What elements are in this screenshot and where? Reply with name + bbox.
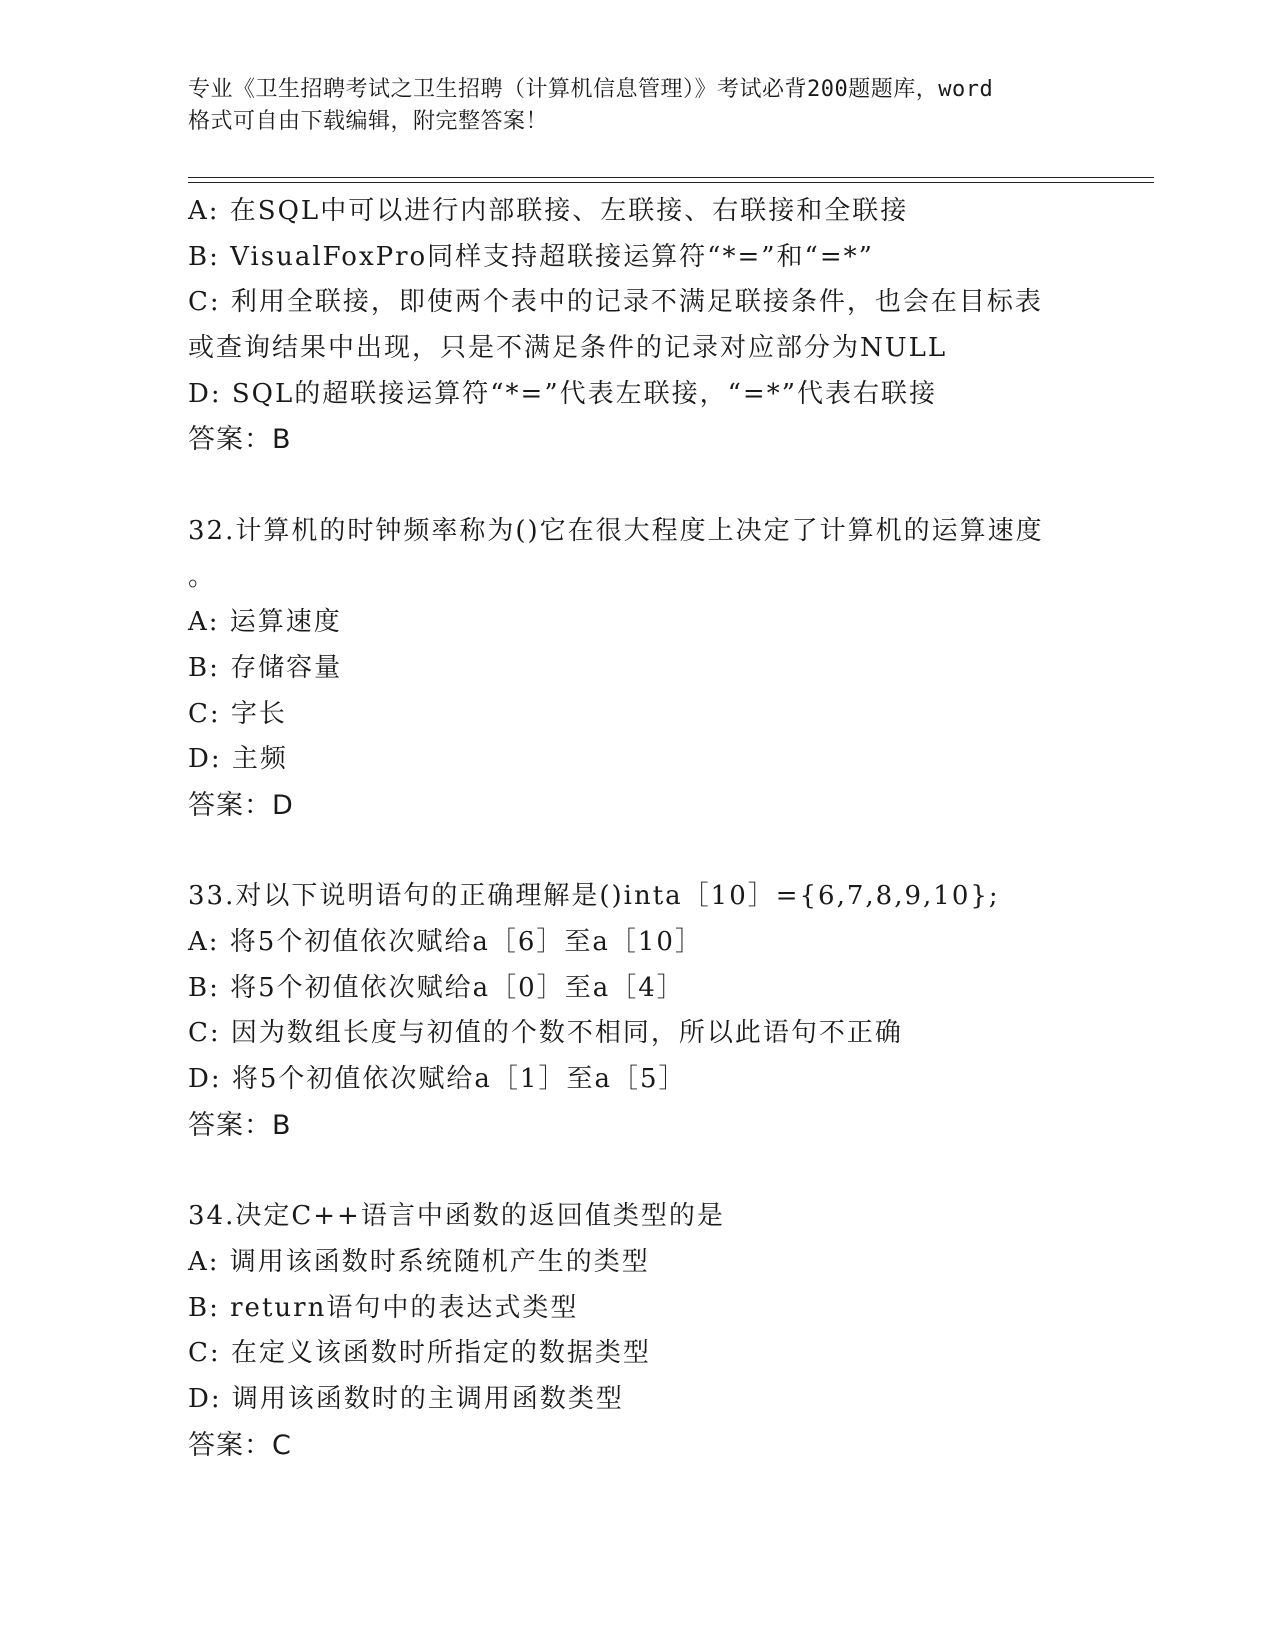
q34-stem: 34.决定C++语言中函数的返回值类型的是: [188, 1201, 725, 1232]
q33-stem: 33.对以下说明语句的正确理解是()inta［10］={6,7,8,9,10};: [188, 881, 1000, 912]
q32-option-a: A: 运算速度: [188, 607, 342, 638]
spacer: [188, 1148, 1088, 1194]
header-divider-bottom: [188, 182, 1154, 183]
q31-option-c-line-2: 或查询结果中出现，只是不满足条件的记录对应部分为NULL: [188, 333, 948, 364]
q33-option-a: A: 将5个初值依次赋给a［6］至a［10］: [188, 927, 703, 957]
q31-option-c-line-1: C: 利用全联接，即使两个表中的记录不满足联接条件，也会在目标表: [188, 287, 1043, 318]
q33-option-c: C: 因为数组长度与初值的个数不相同，所以此语句不正确: [188, 1018, 903, 1049]
question-31-block: [188, 189, 1088, 463]
question-list: [188, 189, 1088, 1468]
spacer: [188, 829, 1088, 875]
header-divider-top: [188, 177, 1154, 178]
q34-option-a: A: 调用该函数时系统随机产生的类型: [188, 1246, 650, 1277]
q32-option-b: B: 存储容量: [188, 652, 343, 683]
q33-option-b: B: 将5个初值依次赋给a［0］至a［4］: [188, 972, 685, 1003]
header-title-line-2: 格式可自由下载编辑，附完整答案！: [188, 109, 549, 134]
q31-option-b: B: VisualFoxPro同样支持超联接运算符“*=”和“=*”: [188, 241, 874, 272]
q33-option-d: D: 将5个初值依次赋给a［1］至a［5］: [188, 1064, 687, 1095]
q32-option-d: D: 主频: [188, 744, 288, 775]
q32-stem-line-1: 32.计算机的时钟频率称为()它在很大程度上决定了计算机的运算速度: [188, 515, 1044, 546]
q34-option-d: D: 调用该函数时的主调用函数类型: [188, 1383, 624, 1414]
q31-option-d: D: SQL的超联接运算符“*=”代表左联接，“=*”代表右联接: [188, 378, 938, 409]
q34-option-c: C: 在定义该函数时所指定的数据类型: [188, 1338, 651, 1369]
q33-answer: 答案：B: [188, 1109, 292, 1141]
question-32-block: [188, 509, 1088, 829]
spacer: [188, 463, 1088, 509]
q31-option-a: A: 在SQL中可以进行内部联接、左联接、右联接和全联接: [188, 196, 909, 226]
question-34-block: [188, 1194, 1088, 1468]
header-title-line-1: 专业《卫生招聘考试之卫生招聘（计算机信息管理）》考试必背200题题库，word: [188, 77, 994, 102]
q34-option-b: B: return语句中的表达式类型: [188, 1292, 579, 1323]
q31-answer: 答案：B: [188, 424, 292, 456]
q32-answer: 答案：D: [188, 789, 294, 821]
document-header: [188, 74, 1088, 138]
q32-stem-line-2: 。: [188, 561, 217, 592]
question-33-block: [188, 874, 1088, 1148]
q32-option-c: C: 字长: [188, 698, 287, 729]
q34-answer: 答案：C: [188, 1429, 292, 1461]
